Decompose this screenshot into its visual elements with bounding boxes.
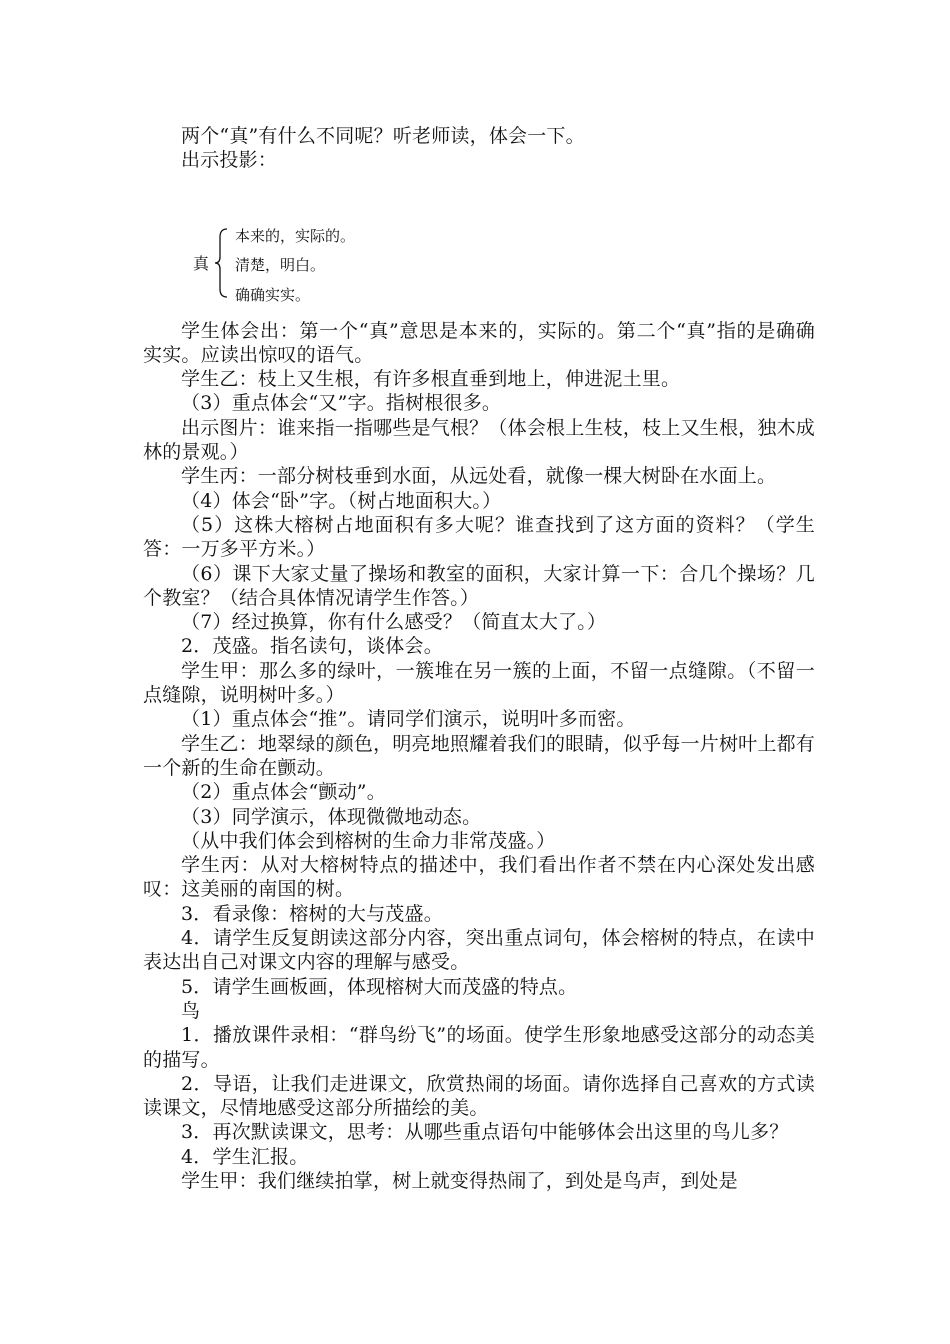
paragraph: 1．播放课件录相：“群鸟纷飞”的场面。使学生形象地感受这部分的动态美的描写。: [143, 1024, 815, 1071]
paragraph: 学生丙：一部分树枝垂到水面，从远处看，就像一棵大树卧在水面上。: [181, 465, 777, 488]
paragraph: 5．请学生画板画，体现榕树大而茂盛的特点。: [181, 975, 578, 998]
paragraph: 学生乙：地翠绿的颜色，明亮地照耀着我们的眼睛，似乎每一片树叶上都有一个新的生命在颤动。: [143, 732, 815, 779]
paragraph: 学生丙：从对大榕树特点的描述中，我们看出作者不禁在内心深处发出感叹：这美丽的南国的树。: [143, 854, 815, 901]
paragraph: （1）重点体会“推”。请同学们演示，说明叶多而密。: [181, 708, 636, 731]
paragraph: 学生体会出：第一个“真”意思是本来的，实际的。第二个“真”指的是确确实实。应读出惊叹的语气。: [143, 319, 815, 366]
paragraph: 出示图片：谁来指一指哪些是气根？（体会根上生枝，枝上又生根，独木成林的景观。）: [143, 416, 815, 464]
paragraph: （4）体会“卧”字。（树占地面积大。）: [181, 489, 502, 512]
paragraph: （3）同学演示，体现微微地动态。: [181, 805, 482, 828]
section-heading: 鸟: [181, 999, 201, 1022]
paragraph: （3）重点体会“又”字。指树根很多。: [181, 392, 502, 415]
paragraph: 学生甲：那么多的绿叶，一簇堆在另一簇的上面，不留一点缝隙。（不留一点缝隙，说明树叶多。）: [143, 659, 815, 707]
paragraph: （从中我们体会到榕树的生命力非常茂盛。）: [181, 829, 556, 852]
figure-item: 确确实实。: [235, 285, 311, 304]
figure-main-char: 真: [193, 253, 210, 273]
paragraph: 3．再次默读课文，思考：从哪些重点语句中能够体会出这里的鸟儿多？: [181, 1121, 789, 1144]
paragraph: （7）经过换算，你有什么感受？（简直太大了。）: [181, 611, 607, 634]
paragraph: （5）这株大榕树占地面积有多大呢？谁查找到了这方面的资料？（学生答：一万多平方米。）: [143, 513, 815, 561]
figure-item: 清楚，明白。: [235, 255, 326, 274]
paragraph: 出示投影：: [181, 149, 278, 172]
paragraph: 4．学生汇报。: [181, 1145, 309, 1168]
paragraph: （6）课下大家丈量了操场和教室的面积，大家计算一下：合几个操场？几个教室？（结合具体情况请学生作答。）: [143, 562, 815, 609]
paragraph: 4．请学生反复朗读这部分内容，突出重点词句，体会榕树的特点，在读中表达出自己对课文内容的理解与感受。: [143, 927, 815, 974]
document-body: [143, 124, 815, 1193]
paragraph: 2．茂盛。指名读句，谈体会。: [181, 635, 443, 658]
paragraph: 学生乙：枝上又生根，有许多根直垂到地上，伸进泥土里。: [181, 368, 681, 391]
definition-figure: [143, 173, 815, 304]
brace-icon: [213, 227, 233, 299]
paragraph: 两个“真”有什么不同呢？听老师读，体会一下。: [181, 125, 585, 147]
paragraph: 学生甲：我们继续拍掌，树上就变得热闹了，到处是鸟声，到处是: [181, 1169, 738, 1192]
figure-item: 本来的，实际的。: [235, 226, 356, 245]
paragraph: 3．看录像：榕树的大与茂盛。: [181, 902, 443, 925]
paragraph: 2．导语，让我们走进课文，欣赏热闹的场面。请你选择自己喜欢的方式读读课文，尽情地感受这部分所描绘的美。: [143, 1072, 815, 1120]
paragraph: （2）重点体会“颤动”。: [181, 781, 386, 804]
